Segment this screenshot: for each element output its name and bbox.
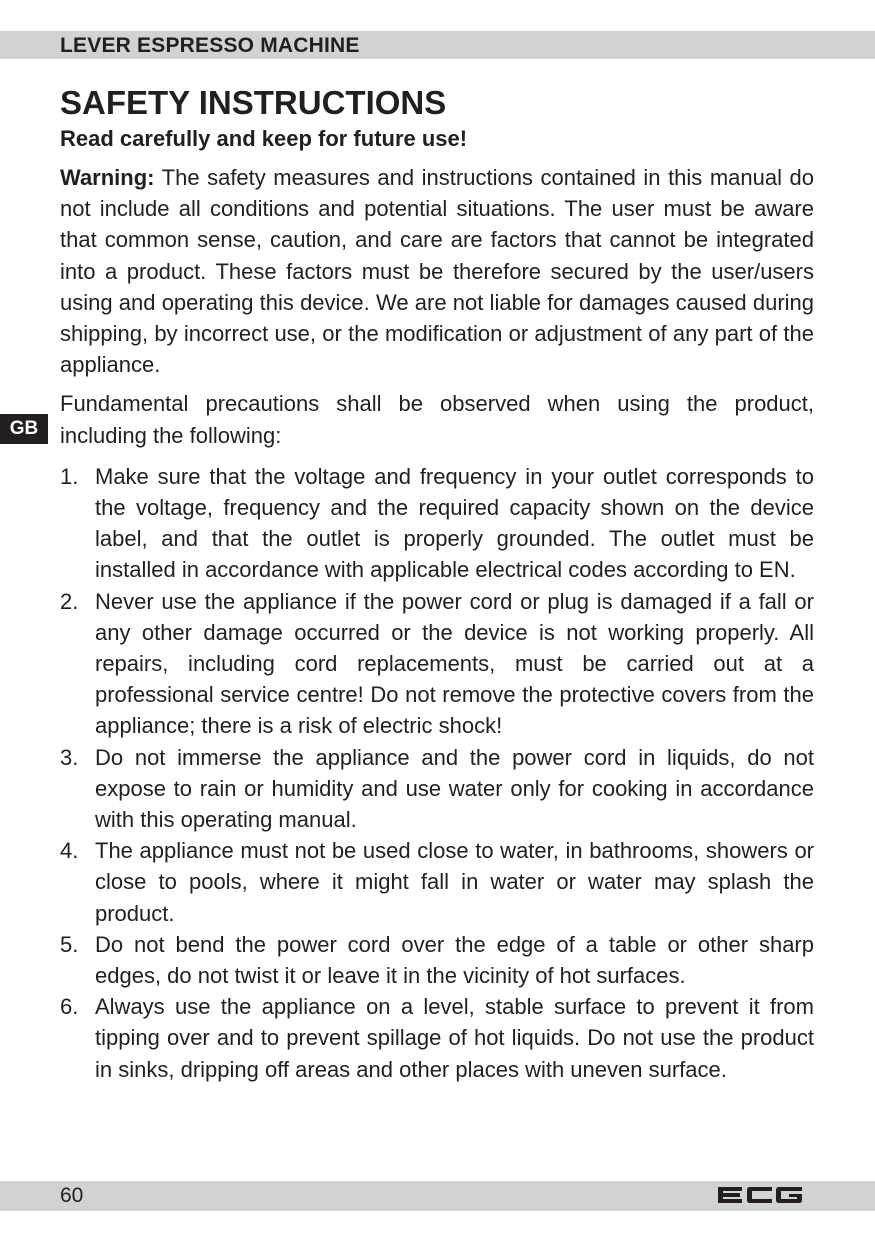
list-item xyxy=(60,461,814,586)
item-number: 4. xyxy=(60,838,79,864)
running-header-title: LEVER ESPRESSO MACHINE xyxy=(60,34,360,57)
page-number: 60 xyxy=(60,1184,84,1207)
item-text: The appliance must not be used close to water, in bathrooms, showers or close to pools, where it might fall in water or water may splash the product. xyxy=(95,838,814,926)
warning-text: The safety measures and instructions contained in this manual do not include all conditions and potential situations. The user must be aware that common sense, caution, and care are factors that cannot be integrated into a product. These factors must be therefore secured by the user/users using and operating this device. We are not liable for damages caused during shipping, by incorrect use, or the modification or adjustment of any part of the appliance. xyxy=(60,165,814,378)
precautions-intro: Fundamental precautions shall be observed when using the product, including the following: xyxy=(60,391,814,448)
list-item xyxy=(60,742,814,836)
item-text: Always use the appliance on a level, stable surface to prevent it from tipping over and to prevent spillage of hot liquids. Do not use the product in sinks, dripping off areas and other places with uneven surface. xyxy=(95,994,814,1082)
item-number: 1. xyxy=(60,463,79,489)
list-item xyxy=(60,929,814,991)
safety-section xyxy=(60,82,814,1085)
list-item xyxy=(60,991,814,1085)
section-title: SAFETY INSTRUCTIONS xyxy=(60,84,447,121)
list-item xyxy=(60,835,814,929)
item-text: Do not immerse the appliance and the power cord in liquids, do not expose to rain or humidity and use water only for cooking in accordance with this operating manual. xyxy=(95,744,814,833)
item-number: 2. xyxy=(60,588,79,614)
item-number: 6. xyxy=(60,994,79,1020)
warning-paragraph xyxy=(60,162,814,380)
ecg-logo-icon xyxy=(716,1185,804,1205)
section-subtitle: Read carefully and keep for future use! xyxy=(60,126,468,151)
list-item xyxy=(60,586,814,742)
item-text: Do not bend the power cord over the edge of a table or other sharp edges, do not twist it or leave it in the vicinity of hot surfaces. xyxy=(95,931,814,989)
item-number: 3. xyxy=(60,744,79,770)
warning-label: Warning: xyxy=(60,165,155,190)
precautions-list xyxy=(60,461,814,1085)
item-number: 5. xyxy=(60,931,79,957)
item-text: Never use the appliance if the power cord or plug is damaged if a fall or any other damage occurred or the device is not working properly. All repairs, including cord replacements, must be carried out at a professional service centre! Do not remove the protective covers from the appliance; there is a risk of electric shock! xyxy=(95,588,814,739)
item-text: Make sure that the voltage and frequency in your outlet corresponds to the voltage, frequency and the required capacity shown on the device label, and that the outlet is properly grounded. The outlet must be installed in accordance with applicable electrical codes according to EN. xyxy=(95,463,814,583)
language-tab: GB xyxy=(0,414,48,444)
